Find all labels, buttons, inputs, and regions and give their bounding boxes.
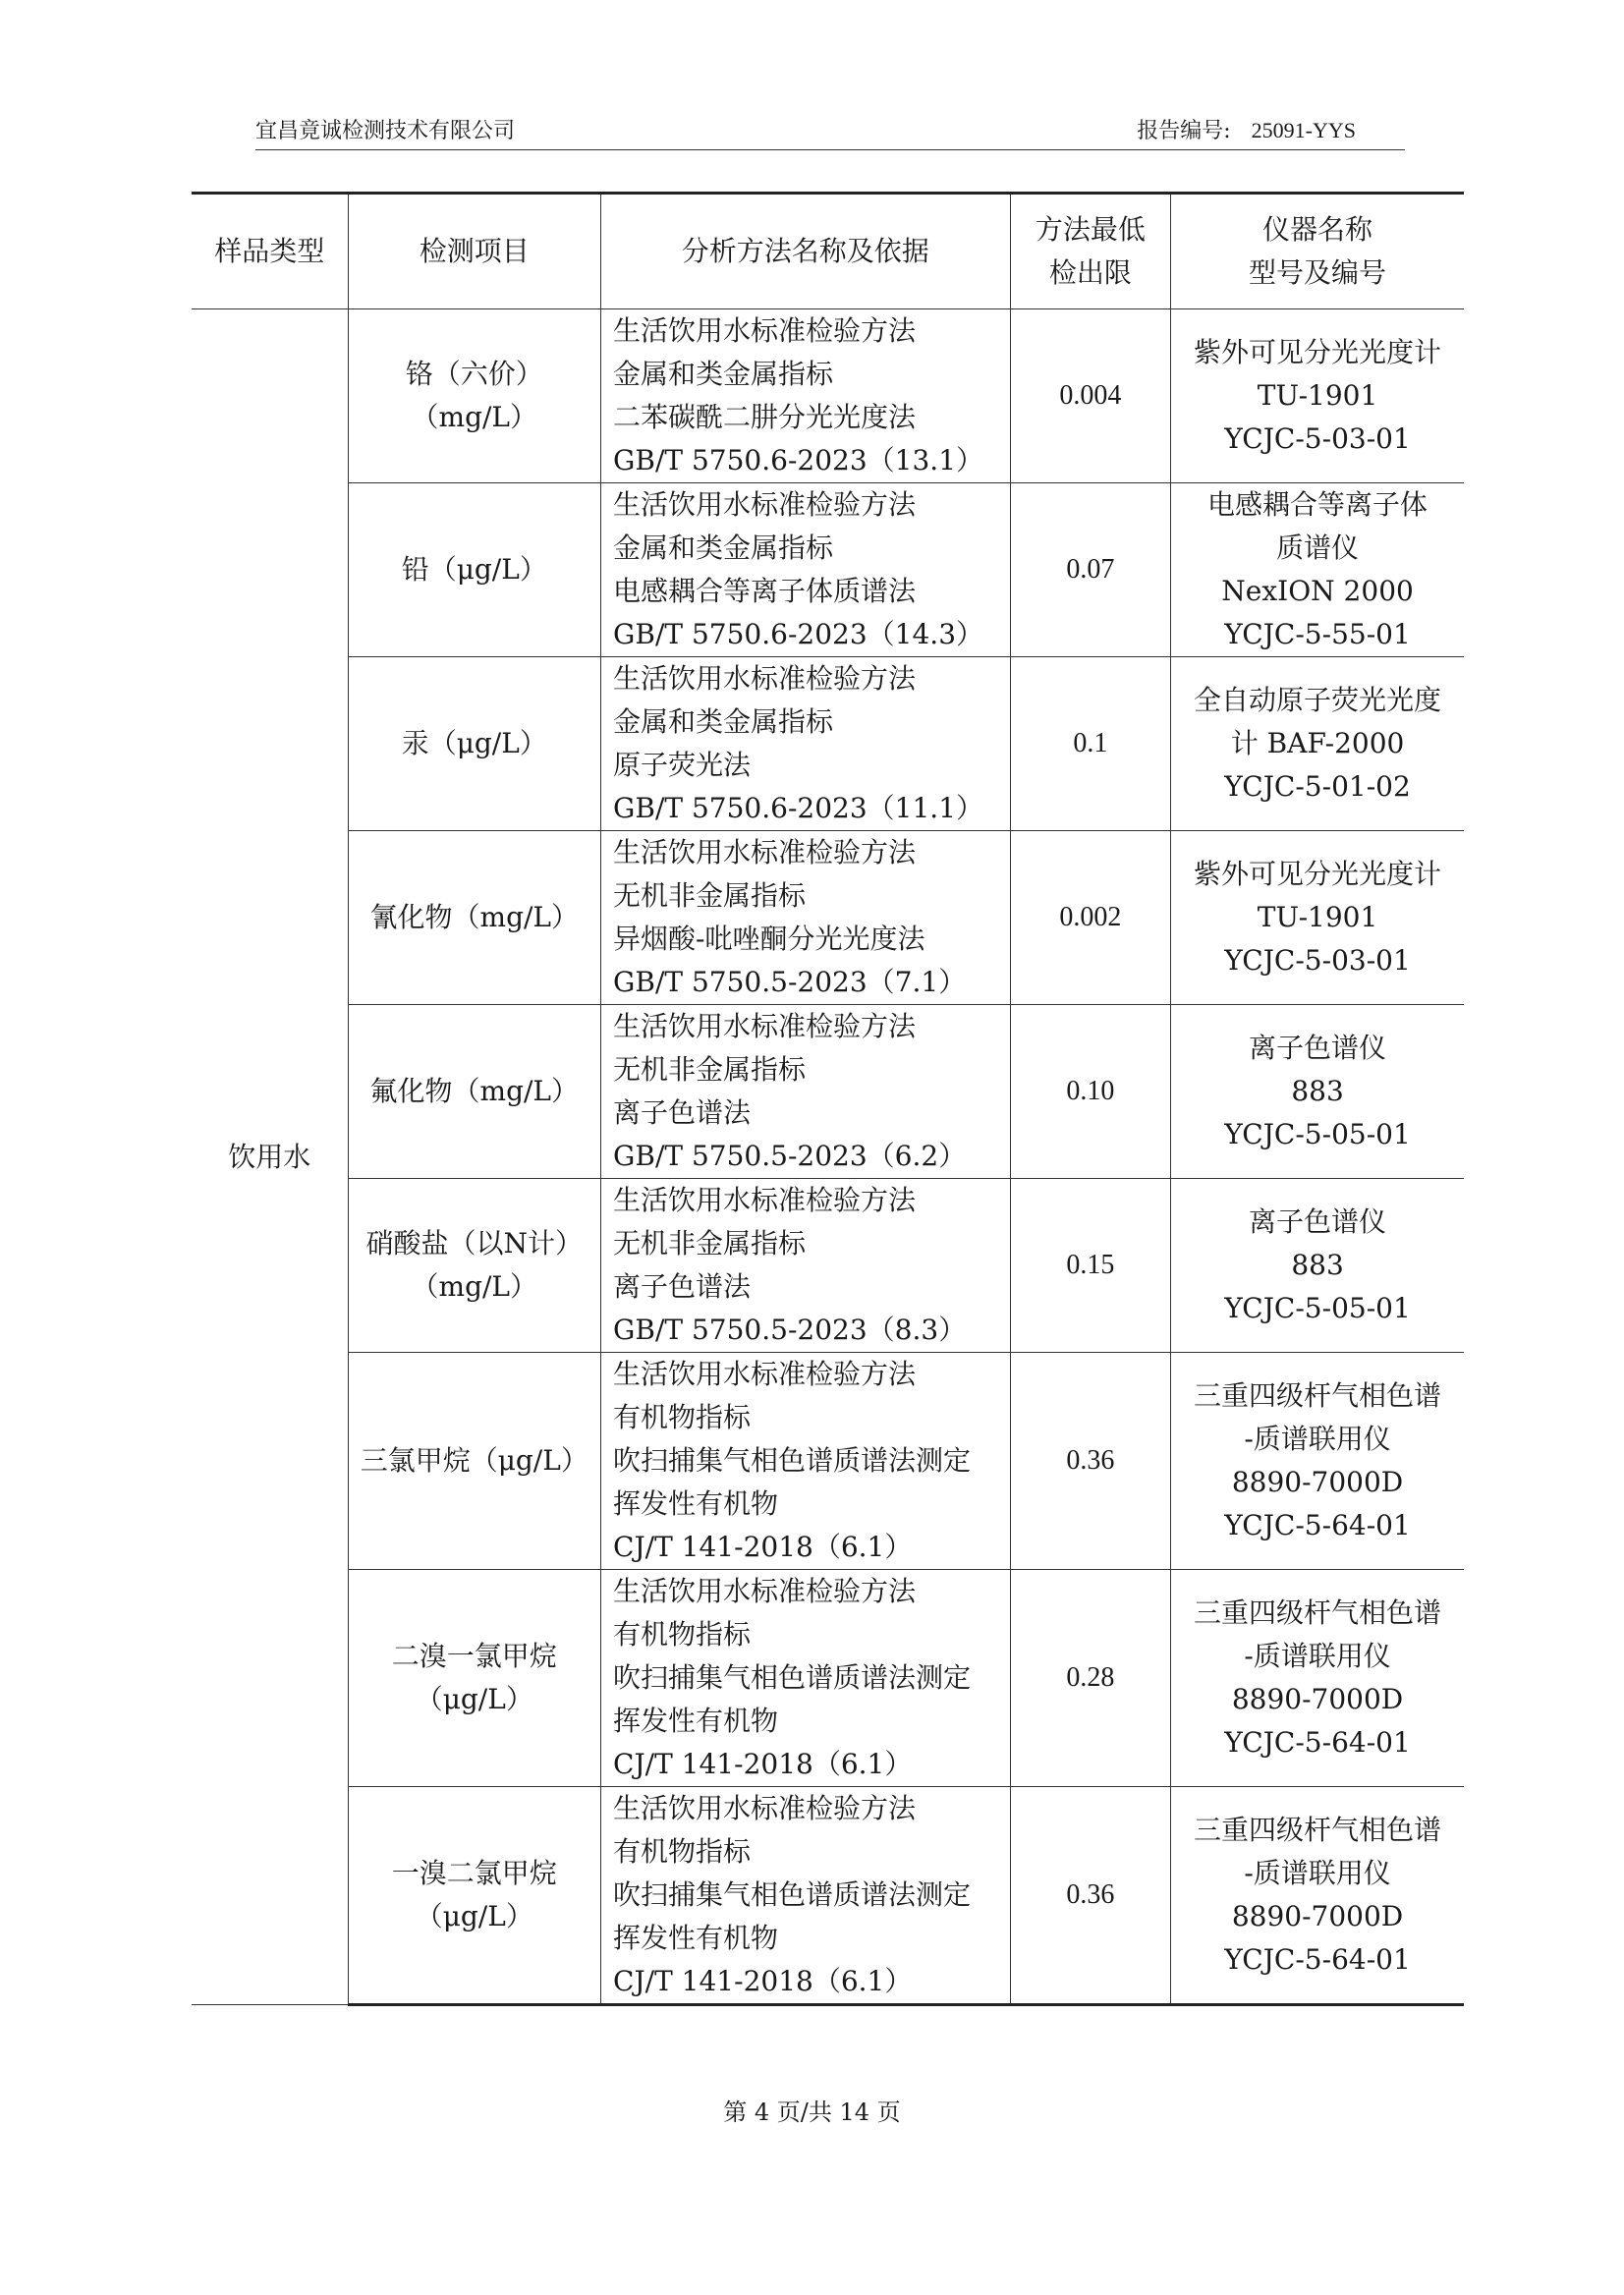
instrument-cell xyxy=(1171,309,1464,483)
test-item-cell xyxy=(348,657,600,831)
table-row xyxy=(192,1005,1464,1179)
instrument-cell-line: 三重四级杆气相色谱 xyxy=(1194,1814,1442,1846)
instrument-cell-line: YCJC-5-03-01 xyxy=(1224,944,1411,977)
instrument-cell-line: YCJC-5-55-01 xyxy=(1224,618,1411,650)
instrument-cell-line: 全自动原子荧光光度 xyxy=(1194,684,1442,716)
detection-limit-cell: 0.10 xyxy=(1010,1005,1171,1179)
report-number-block xyxy=(1137,114,1356,144)
col-header-instrument-line: 仪器名称 xyxy=(1262,213,1373,246)
instrument-cell-line: 883 xyxy=(1291,1249,1344,1281)
test-methods-table xyxy=(192,192,1464,2006)
test-item-cell xyxy=(348,483,600,657)
page-number: 第 4 页/共 14 页 xyxy=(723,2099,901,2126)
instrument-cell xyxy=(1171,1005,1464,1179)
test-item-cell-line: 三氯甲烷（μg/L） xyxy=(360,1444,588,1477)
instrument-cell-line: 三重四级杆气相色谱 xyxy=(1194,1596,1442,1629)
col-header-instrument xyxy=(1171,194,1464,309)
table-row xyxy=(192,1179,1464,1353)
method-cell-line: 生活饮用水标准检验方法 xyxy=(613,1358,917,1390)
table-row xyxy=(192,309,1464,483)
test-item-cell xyxy=(348,1787,600,2005)
method-cell-line: 原子荧光法 xyxy=(613,749,752,781)
method-cell xyxy=(601,1005,1011,1179)
page-header xyxy=(255,110,1405,150)
instrument-cell-line: 计 BAF-2000 xyxy=(1230,727,1405,759)
detection-limit-cell: 0.1 xyxy=(1010,657,1171,831)
method-cell-line: 生活饮用水标准检验方法 xyxy=(613,1792,917,1824)
table-row xyxy=(192,1353,1464,1570)
method-cell-line: GB/T 5750.6-2023（11.1） xyxy=(613,792,984,824)
report-number: 25091-YYS xyxy=(1251,118,1356,142)
method-cell-line: 异烟酸-吡唑酮分光光度法 xyxy=(613,923,925,955)
table-body xyxy=(192,309,1464,2005)
method-cell xyxy=(601,657,1011,831)
method-cell-line: 生活饮用水标准检验方法 xyxy=(613,1575,917,1607)
test-item-cell xyxy=(348,1570,600,1787)
method-cell xyxy=(601,831,1011,1005)
instrument-cell-line: 质谱仪 xyxy=(1276,532,1360,564)
detection-limit-cell: 0.004 xyxy=(1010,309,1171,483)
col-header-instrument-line: 型号及编号 xyxy=(1249,256,1387,289)
test-item-cell-line: 二溴一氯甲烷 xyxy=(391,1640,557,1672)
test-item-cell-line: 铬（六价） xyxy=(405,358,543,390)
detection-limit-cell: 0.36 xyxy=(1010,1787,1171,2005)
method-cell-line: 生活饮用水标准检验方法 xyxy=(613,836,917,868)
instrument-cell-line: NexION 2000 xyxy=(1221,575,1414,607)
method-cell-line: 生活饮用水标准检验方法 xyxy=(613,662,917,695)
instrument-cell-line: 8890-7000D xyxy=(1231,1466,1404,1498)
instrument-cell-line: YCJC-5-01-02 xyxy=(1224,770,1411,803)
method-cell xyxy=(601,1570,1011,1787)
test-item-cell xyxy=(348,831,600,1005)
method-cell-line: 挥发性有机物 xyxy=(613,1487,779,1520)
instrument-cell-line: 离子色谱仪 xyxy=(1249,1032,1387,1064)
table-row xyxy=(192,657,1464,831)
method-cell xyxy=(601,483,1011,657)
instrument-cell xyxy=(1171,1787,1464,2005)
method-cell-line: 无机非金属指标 xyxy=(613,1227,807,1259)
method-cell-line: GB/T 5750.6-2023（13.1） xyxy=(613,444,984,476)
table-row xyxy=(192,1787,1464,2005)
instrument-cell xyxy=(1171,1179,1464,1353)
test-item-cell-line: （mg/L） xyxy=(411,401,538,433)
col-header-sample-type: 样品类型 xyxy=(192,194,348,309)
detection-limit-cell: 0.07 xyxy=(1010,483,1171,657)
method-cell xyxy=(601,1353,1011,1570)
method-cell-line: 有机物指标 xyxy=(613,1401,752,1433)
instrument-cell xyxy=(1171,1570,1464,1787)
method-cell-line: GB/T 5750.6-2023（14.3） xyxy=(613,618,984,650)
table-row xyxy=(192,483,1464,657)
method-cell-line: 电感耦合等离子体质谱法 xyxy=(613,575,917,607)
test-item-cell-line: 硝酸盐（以N计） xyxy=(365,1227,584,1259)
method-cell-line: 金属和类金属指标 xyxy=(613,705,834,738)
method-cell-line: CJ/T 141-2018（6.1） xyxy=(613,1531,913,1563)
method-cell-line: 生活饮用水标准检验方法 xyxy=(613,1010,917,1042)
test-item-cell-line: 氟化物（mg/L） xyxy=(369,1075,580,1107)
sample-type-cell: 饮用水 xyxy=(192,309,348,2005)
test-item-cell xyxy=(348,1005,600,1179)
test-item-cell xyxy=(348,1179,600,1353)
method-cell-line: 金属和类金属指标 xyxy=(613,532,834,564)
instrument-cell-line: YCJC-5-64-01 xyxy=(1224,1943,1411,1976)
method-cell-line: 有机物指标 xyxy=(613,1835,752,1868)
instrument-cell-line: YCJC-5-03-01 xyxy=(1224,422,1411,455)
method-cell-line: 二苯碳酰二肼分光光度法 xyxy=(613,401,917,433)
col-header-method: 分析方法名称及依据 xyxy=(601,194,1011,309)
method-cell-line: 离子色谱法 xyxy=(613,1096,752,1129)
col-header-limit xyxy=(1010,194,1171,309)
company-name: 宜昌竟诚检测技术有限公司 xyxy=(255,119,516,143)
instrument-cell-line: -质谱联用仪 xyxy=(1244,1640,1391,1672)
instrument-cell-line: YCJC-5-05-01 xyxy=(1224,1118,1411,1150)
test-item-cell xyxy=(348,309,600,483)
instrument-cell-line: 三重四级杆气相色谱 xyxy=(1194,1379,1442,1412)
test-item-cell-line: （μg/L） xyxy=(415,1683,533,1715)
instrument-cell-line: TU-1901 xyxy=(1257,901,1378,933)
method-cell xyxy=(601,1179,1011,1353)
method-cell-line: 生活饮用水标准检验方法 xyxy=(613,314,917,347)
instrument-cell-line: TU-1901 xyxy=(1257,379,1378,412)
instrument-cell xyxy=(1171,831,1464,1005)
instrument-cell-line: YCJC-5-05-01 xyxy=(1224,1292,1411,1324)
instrument-cell-line: YCJC-5-64-01 xyxy=(1224,1509,1411,1541)
table-header-row xyxy=(192,194,1464,309)
instrument-cell-line: 8890-7000D xyxy=(1231,1900,1404,1932)
instrument-cell-line: YCJC-5-64-01 xyxy=(1224,1726,1411,1759)
instrument-cell-line: 8890-7000D xyxy=(1231,1683,1404,1715)
detection-limit-cell: 0.36 xyxy=(1010,1353,1171,1570)
method-cell-line: 吹扫捕集气相色谱质谱法测定 xyxy=(613,1444,972,1477)
instrument-cell-line: 883 xyxy=(1291,1075,1344,1107)
method-cell-line: GB/T 5750.5-2023（8.3） xyxy=(613,1314,967,1346)
instrument-cell xyxy=(1171,483,1464,657)
table-row xyxy=(192,1570,1464,1787)
test-item-cell-line: 氰化物（mg/L） xyxy=(369,901,580,933)
method-cell-line: 生活饮用水标准检验方法 xyxy=(613,1184,917,1216)
table-row xyxy=(192,831,1464,1005)
instrument-cell-line: 紫外可见分光光度计 xyxy=(1194,336,1442,368)
col-header-item: 检测项目 xyxy=(348,194,600,309)
detection-limit-cell: 0.15 xyxy=(1010,1179,1171,1353)
method-cell-line: CJ/T 141-2018（6.1） xyxy=(613,1748,913,1780)
method-cell-line: GB/T 5750.5-2023（6.2） xyxy=(613,1140,967,1172)
instrument-cell-line: 电感耦合等离子体 xyxy=(1207,488,1428,521)
instrument-cell-line: -质谱联用仪 xyxy=(1244,1857,1391,1889)
method-cell xyxy=(601,309,1011,483)
method-cell-line: 金属和类金属指标 xyxy=(613,358,834,390)
test-item-cell-line: （μg/L） xyxy=(415,1900,533,1932)
detection-limit-cell: 0.28 xyxy=(1010,1570,1171,1787)
method-cell-line: 无机非金属指标 xyxy=(613,879,807,912)
method-cell-line: 吹扫捕集气相色谱质谱法测定 xyxy=(613,1661,972,1694)
method-cell-line: GB/T 5750.5-2023（7.1） xyxy=(613,966,967,998)
col-header-limit-line: 方法最低 xyxy=(1035,213,1146,246)
test-item-cell-line: 铅（μg/L） xyxy=(401,553,547,586)
method-cell-line: 挥发性有机物 xyxy=(613,1705,779,1737)
test-item-cell-line: 汞（μg/L） xyxy=(401,727,547,759)
instrument-cell xyxy=(1171,1353,1464,1570)
method-cell-line: 挥发性有机物 xyxy=(613,1922,779,1954)
detection-limit-cell: 0.002 xyxy=(1010,831,1171,1005)
instrument-cell xyxy=(1171,657,1464,831)
method-cell-line: CJ/T 141-2018（6.1） xyxy=(613,1965,913,1997)
method-cell-line: 离子色谱法 xyxy=(613,1270,752,1303)
test-item-cell xyxy=(348,1353,600,1570)
test-item-cell-line: （mg/L） xyxy=(411,1270,538,1303)
instrument-cell-line: -质谱联用仪 xyxy=(1244,1423,1391,1455)
col-header-limit-line: 检出限 xyxy=(1048,256,1132,289)
instrument-cell-line: 离子色谱仪 xyxy=(1249,1205,1387,1238)
method-cell-line: 无机非金属指标 xyxy=(613,1053,807,1086)
method-cell-line: 生活饮用水标准检验方法 xyxy=(613,488,917,521)
instrument-cell-line: 紫外可见分光光度计 xyxy=(1194,858,1442,890)
report-number-label: 报告编号: xyxy=(1137,119,1231,143)
method-cell-line: 有机物指标 xyxy=(613,1618,752,1651)
test-item-cell-line: 一溴二氯甲烷 xyxy=(391,1857,557,1889)
method-cell-line: 吹扫捕集气相色谱质谱法测定 xyxy=(613,1878,972,1911)
method-cell xyxy=(601,1787,1011,2005)
